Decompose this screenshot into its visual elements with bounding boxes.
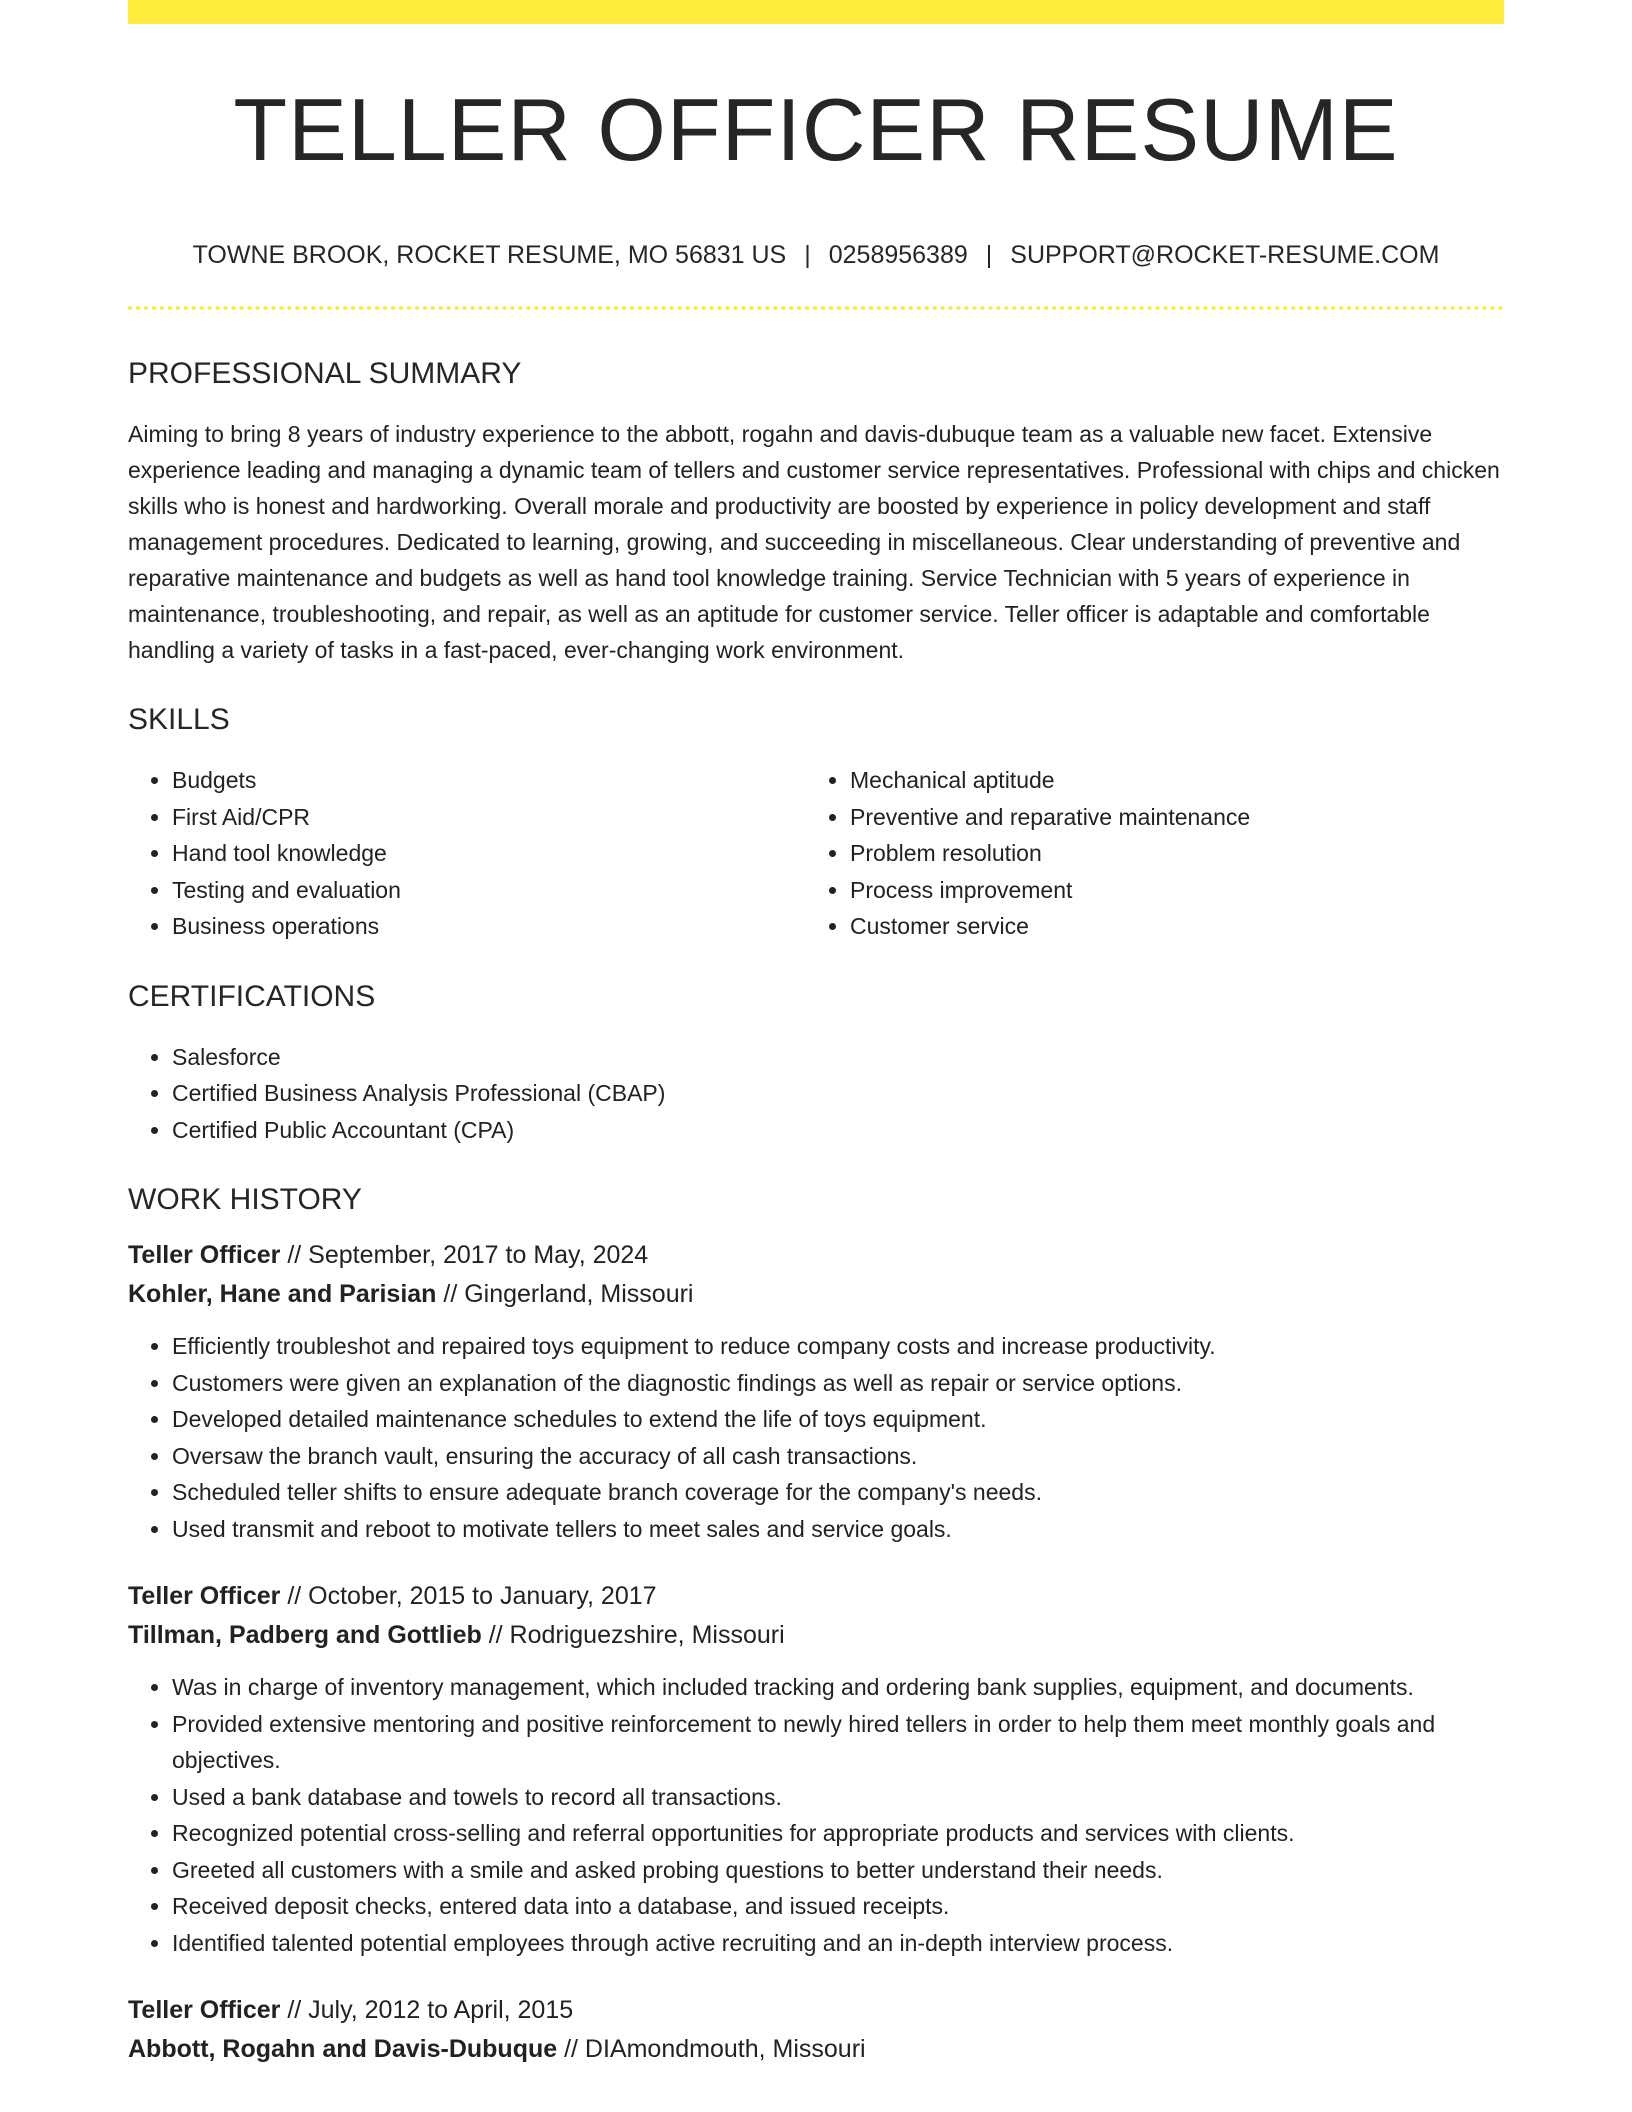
- contact-separator: |: [985, 241, 993, 269]
- certifications-section: [128, 975, 1504, 1149]
- job-bullets: [128, 1328, 1504, 1547]
- dotted-divider: [128, 306, 1504, 310]
- job-bullet: • Developed detailed maintenance schedules to extend the life of toys equipment.: [172, 1401, 1504, 1438]
- job-bullet: • Identified talented potential employees through active recruiting and an in-depth interview process.: [172, 1925, 1504, 1962]
- skill-item: • Problem resolution: [850, 835, 1484, 872]
- certifications-list: [128, 1039, 1504, 1149]
- work-heading: WORK HISTORY: [128, 1183, 362, 1216]
- job-bullet: • Was in charge of inventory management, which included tracking and ordering bank supplies, equipment, and documents.: [172, 1669, 1504, 1706]
- skill-item: • Business operations: [172, 908, 806, 945]
- contact-email[interactable]: SUPPORT@ROCKET-RESUME.COM: [1010, 241, 1440, 269]
- skills-right-list: [806, 762, 1484, 945]
- contact-separator: |: [804, 241, 811, 269]
- skills-heading: SKILLS: [128, 703, 230, 736]
- job-entry: [128, 1991, 1504, 2069]
- skills-section: [128, 698, 1504, 945]
- summary-section: [128, 352, 1504, 668]
- job-bullet: • Efficiently troubleshot and repaired toys equipment to reduce company costs and increase productivity.: [172, 1328, 1504, 1365]
- job-dates: // September, 2017 to May, 2024: [280, 1241, 649, 1269]
- accent-bar: [128, 0, 1504, 24]
- job-bullet: • Scheduled teller shifts to ensure adequate branch coverage for the company's needs.: [172, 1474, 1504, 1511]
- skill-item: • Mechanical aptitude: [850, 762, 1484, 799]
- certification-item: • Salesforce: [172, 1039, 1504, 1076]
- skill-item: • Testing and evaluation: [172, 872, 806, 909]
- contact-phone: 0258956389: [828, 241, 968, 269]
- job-bullet: • Provided extensive mentoring and positive reinforcement to newly hired tellers in order to help them meet monthly goals and objectives.: [172, 1706, 1504, 1779]
- job-bullet: • Used transmit and reboot to motivate tellers to meet sales and service goals.: [172, 1511, 1504, 1548]
- job-bullet: • Greeted all customers with a smile and asked probing questions to better understand their needs.: [172, 1852, 1504, 1889]
- job-bullet: • Recognized potential cross-selling and referral opportunities for appropriate products and services with clients.: [172, 1815, 1504, 1852]
- job-bullet: • Used a bank database and towels to record all transactions.: [172, 1779, 1504, 1816]
- job-title-line: [128, 1991, 1504, 2030]
- job-company: Kohler, Hane and Parisian: [128, 1280, 437, 1308]
- job-bullet: • Oversaw the branch vault, ensuring the accuracy of all cash transactions.: [172, 1438, 1504, 1475]
- job-title: Teller Officer: [128, 1582, 281, 1610]
- job-entry: [128, 1577, 1504, 1961]
- job-company: Abbott, Rogahn and Davis-Dubuque: [128, 2035, 558, 2063]
- certification-item: • Certified Business Analysis Professional (CBAP): [172, 1075, 1504, 1112]
- job-title: Teller Officer: [128, 1241, 281, 1269]
- job-company-line: [128, 2030, 1504, 2069]
- skill-item: • First Aid/CPR: [172, 799, 806, 836]
- job-bullet: • Customers were given an explanation of the diagnostic findings as well as repair or service options.: [172, 1365, 1504, 1402]
- resume-content: [128, 352, 1504, 2099]
- work-section: [128, 1178, 1504, 2069]
- skills-left-list: [128, 762, 806, 945]
- skill-item: • Preventive and reparative maintenance: [850, 799, 1484, 836]
- job-dates: // July, 2012 to April, 2015: [280, 1996, 574, 2024]
- contact-address: TOWNE BROOK, ROCKET RESUME, MO 56831 US: [192, 241, 787, 269]
- certification-item: • Certified Public Accountant (CPA): [172, 1112, 1504, 1149]
- job-title: Teller Officer: [128, 1996, 281, 2024]
- skill-item: • Budgets: [172, 762, 806, 799]
- contact-line: [128, 238, 1504, 272]
- job-title-line: [128, 1577, 1504, 1616]
- job-bullets: [128, 1669, 1504, 1961]
- job-entry: [128, 1236, 1504, 1547]
- summary-text: Aiming to bring 8 years of industry experience to the abbott, rogahn and davis-dubuque team as a valuable new facet. Extensive experience leading and managing a dynamic team of tellers and customer service representatives. Professional with chips and chicken skills who is honest and hardworking. Overall morale and productivity are boosted by experience in policy development and staff management procedures. Dedicated to learning, growing, and succeeding in miscellaneous. Clear understanding of preventive and reparative maintenance and budgets as well as hand tool knowledge training. Service Technician with 5 years of experience in maintenance, troubleshooting, and repair, as well as an aptitude for customer service. Teller officer is adaptable and comfortable handling a variety of tasks in a fast-paced, ever-changing work environment.: [128, 421, 1500, 663]
- job-company-line: [128, 1616, 1504, 1655]
- job-company: Tillman, Padberg and Gottlieb: [128, 1621, 482, 1649]
- certifications-heading: CERTIFICATIONS: [128, 979, 376, 1013]
- skills-grid: [128, 762, 1504, 945]
- skill-item: • Process improvement: [850, 872, 1484, 909]
- job-location: // DIAmondmouth, Missouri: [557, 2035, 866, 2063]
- job-location: // Rodriguezshire, Missouri: [481, 1621, 785, 1649]
- job-company-line: [128, 1275, 1504, 1314]
- skill-item: • Hand tool knowledge: [172, 835, 806, 872]
- job-dates: // October, 2015 to January, 2017: [280, 1582, 657, 1610]
- resume-title: TELLER OFFICER RESUME: [233, 80, 1399, 179]
- job-bullet: • Received deposit checks, entered data into a database, and issued receipts.: [172, 1888, 1504, 1925]
- job-location: // Gingerland, Missouri: [436, 1280, 694, 1308]
- job-title-line: [128, 1236, 1504, 1275]
- summary-heading: PROFESSIONAL SUMMARY: [128, 357, 522, 390]
- skill-item: • Customer service: [850, 908, 1484, 945]
